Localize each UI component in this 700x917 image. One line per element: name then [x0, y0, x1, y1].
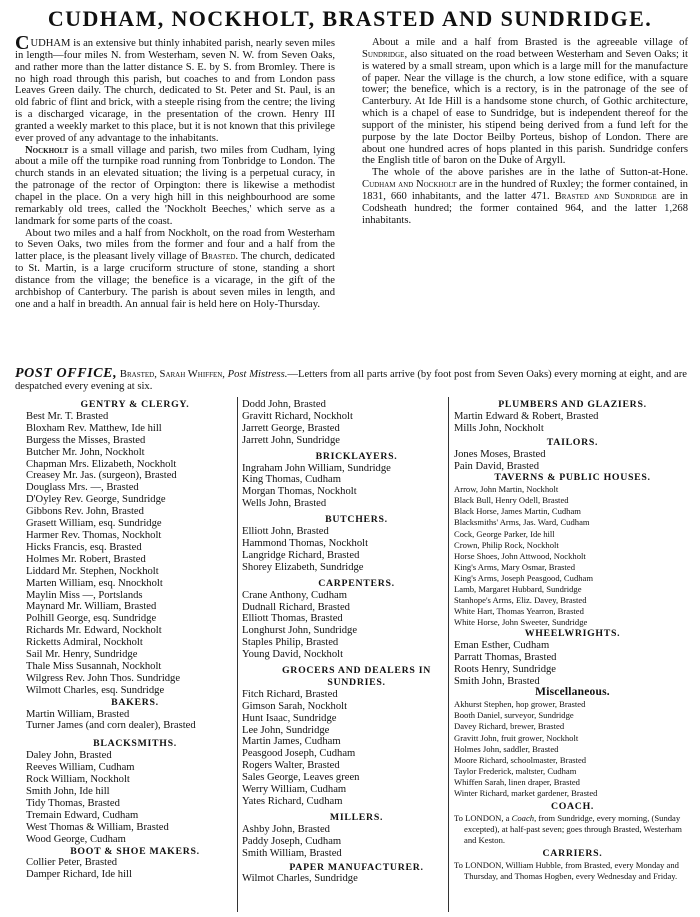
directory-entry: Holmes John, saddler, Brasted	[454, 743, 559, 754]
directory-entry: Tidy Thomas, Brasted	[26, 797, 120, 809]
directory-entry: Roots Henry, Sundridge	[454, 663, 557, 675]
directory-entry: Richards Mr. Edward, Nockholt	[26, 625, 162, 637]
section-heading: CARPENTERS.	[318, 577, 395, 589]
directory-entry: Whiffen Sarah, linen draper, Brasted	[454, 776, 580, 787]
section-heading: COACH.	[550, 800, 595, 812]
directory-entry: Reeves William, Cudham	[26, 762, 135, 774]
directory-list	[242, 689, 471, 808]
directory-list	[242, 590, 471, 661]
directory-entry: Maylin Miss —, Portslands	[26, 589, 143, 601]
directory-entry: Mills John, Nockholt	[454, 422, 544, 434]
directory-entry: King's Arms, Mary Osmar, Brasted	[454, 561, 576, 572]
directory-entry: Horse Shoes, John Attwood, Nockholt	[454, 550, 586, 561]
directory-entry: Damper Richard, Ide hill	[26, 869, 132, 881]
directory-list	[242, 399, 471, 447]
directory-entry: Lamb, Margaret Hubbard, Sundridge	[454, 583, 582, 594]
directory-entry: Maynard Mr. William, Brasted	[26, 601, 157, 613]
directory-entry: Gimson Sarah, Nockholt	[242, 700, 348, 712]
directory-entry: Thale Miss Susannah, Nockholt	[26, 660, 162, 672]
directory-entry: Blacksmiths' Arms, Jas. Ward, Cudham	[454, 517, 590, 528]
directory-entry: Martin James, Cudham	[242, 736, 341, 748]
directory-entry: Chapman Mrs. Elizabeth, Nockholt	[26, 458, 177, 470]
directory-entry: Rock William, Nockholt	[26, 774, 130, 786]
directory-list	[454, 411, 691, 435]
directory-entry: Hunt Isaac, Sundridge	[242, 712, 337, 724]
directory-list	[242, 526, 471, 574]
section-heading: CARRIERS.	[542, 847, 603, 859]
post-office-heading: POST OFFICE,	[15, 366, 118, 381]
directory-entry: Wilgress Rev. John Thos. Sundridge	[26, 672, 181, 684]
directory-entry: Wells John, Brasted	[242, 498, 327, 510]
directory-entry: Collier Peter, Brasted	[26, 857, 118, 869]
directory-list	[454, 484, 691, 628]
directory-entry: Smith John, Brasted	[454, 675, 540, 687]
directory-entry: Sail Mr. Henry, Sundridge	[26, 649, 138, 661]
brasted-paragraph: About two miles and a half from Nockholt, on the road from Westerham to Seven Oaks, two miles from the former and four and a half from the latter place, is the pleasant lively village of Brasted. The church, dedicated to St. Martin, is a large cruciform structure of stone, standing a short distance from the village; the benefice is a vicarage, in the gift of the archbishop of Canterbury. The parish is about seven miles in length, and one and a half in breadth. An annual fair is held here on Holy-Thursday.	[15, 227, 335, 310]
parishes-paragraph: The whole of the above parishes are in the lathe of Sutton-at-Hone. Cudham and Nockholt are in the hundred of Ruxley; the former contained, in 1831, 660 inhabitants, and the latter 471. Brasted and Sundridge are in Codsheath hundred; the former contained 964, and the latter 1,268 inhabitants.	[362, 167, 688, 226]
section-heading: WHEELWRIGHTS.	[524, 627, 621, 639]
directory-entry: King's Arms, Joseph Peasgood, Cudham	[454, 572, 594, 583]
directory-entry: Douglass Mrs. —, Brasted	[26, 482, 139, 494]
directory-entry: White Horse, John Sweeter, Sundridge	[454, 616, 588, 627]
section-heading: PAPER MANUFACTURER.	[289, 861, 424, 873]
intro-right-column	[362, 37, 688, 227]
directory-entry: Black Bull, Henry Odell, Brasted	[454, 495, 569, 506]
directory-entry: Winter Richard, market gardener, Brasted	[454, 787, 598, 798]
directory-entry: Wilmott Charles, esq. Sundridge	[26, 684, 165, 696]
directory-entry: Parratt Thomas, Brasted	[454, 651, 557, 663]
directory-entry: Ashby John, Brasted	[242, 823, 330, 835]
directory-entry: Hammond Thomas, Nockholt	[242, 537, 369, 549]
directory-entry: Gravitt Richard, Nockholt	[242, 410, 353, 422]
cudham-paragraph: CUDHAM is an extensive but thinly inhabited parish, nearly seven miles in length—four miles N. from Westerham, seven N. W. from Seven Oaks, and rather more than the latter distance S. E. by S. from Bromley. There is no high road through this parish, but coaches to and from London pass Leaves Green daily. The church, dedicated to St. Peter and St. Paul, is an old fabric of flint and brick, with a steeple rising from the centre; the living is a discharged vicarage, in the presentation of the crown. Henry III granted a weekly market to this place, but it is not known that this privilege ever proved of any advantage to the inhabitants.	[15, 32, 335, 144]
directory-entry: Lee John, Sundridge	[242, 724, 330, 736]
directory-entry: Wilmot Charles, Sundridge	[242, 873, 358, 885]
directory-entry: Wood George, Cudham	[26, 833, 126, 845]
section-heading: BOOT & SHOE MAKERS.	[70, 845, 200, 857]
directory-entry: Burgess the Misses, Brasted	[26, 434, 146, 446]
directory-entry: Smith John, Ide hill	[26, 786, 110, 797]
directory-list	[242, 463, 471, 511]
directory-entry: Dodd John, Brasted	[242, 399, 326, 410]
intro-left-column	[15, 32, 335, 310]
directory-entry: Stanhope's Arms, Eliz. Davey, Brasted	[454, 594, 587, 605]
directory-entry: Staples Philip, Brasted	[242, 637, 339, 649]
directory-entry: White Hart, Thomas Yearron, Brasted	[454, 605, 584, 616]
directory-entry: Morgan Thomas, Nockholt	[242, 486, 357, 498]
directory-entry: Langridge Richard, Brasted	[242, 549, 360, 561]
directory-entry: Tremain Edward, Cudham	[26, 809, 139, 821]
directory-entry: Best Mr. T. Brasted	[26, 410, 109, 422]
directory-entry: Werry William, Cudham	[242, 784, 347, 796]
section-heading: BUTCHERS.	[325, 514, 388, 526]
section-heading: GENTRY & CLERGY.	[80, 399, 190, 410]
directory-entry: Gibbons Rev. John, Brasted	[26, 506, 144, 518]
directory-entry: Arrow, John Martin, Nockholt	[454, 484, 559, 495]
directory-entry: Taylor Frederick, maltster, Cudham	[454, 765, 577, 776]
directory-list	[26, 709, 244, 733]
page-title: CUDHAM, NOCKHOLT, BRASTED AND SUNDRIDGE.	[47, 6, 653, 31]
section-heading: PLUMBERS AND GLAZIERS.	[498, 399, 647, 410]
directory-entry: Fitch Richard, Brasted	[242, 688, 338, 700]
directory-entry: Butcher Mr. John, Nockholt	[26, 446, 145, 458]
directory-entry: Marten William, esq. Nnockholt	[26, 577, 163, 589]
directory-entry: Smith William, Brasted	[242, 847, 342, 859]
directory-entry: Elliott John, Brasted	[242, 526, 329, 538]
directory-entry: Young David, Nockholt	[242, 649, 344, 661]
directory-entry: Davey Richard, brewer, Brasted	[454, 721, 565, 732]
directory-list	[26, 411, 244, 697]
directory-entry: Gravitt John, fruit grower, Nockholt	[454, 732, 579, 743]
directory-entry: Daley John, Brasted	[26, 750, 112, 762]
directory-list	[242, 824, 471, 860]
directory-list	[454, 699, 691, 798]
directory-entry: Ricketts Admiral, Nockholt	[26, 637, 143, 649]
directory-entry: Rogers Walter, Brasted	[242, 760, 340, 772]
directory-entry: D'Oyley Rev. George, Sundridge	[26, 494, 166, 506]
section-heading: TAVERNS & PUBLIC HOUSES.	[494, 472, 651, 484]
directory-entry: Jarrett John, Sundridge	[242, 434, 340, 446]
directory-entry: Longhurst John, Sundridge	[242, 625, 358, 637]
directory-entry: Martin William, Brasted	[26, 708, 130, 720]
directory-entry: Harmer Rev. Thomas, Nockholt	[26, 529, 162, 541]
directory-entry: Creasey Mr. Jas. (surgeon), Brasted	[26, 470, 177, 482]
section-heading: Miscellaneous.	[535, 686, 610, 699]
directory-entry: Yates Richard, Cudham	[242, 796, 343, 807]
directory-entry: Bloxham Rev. Matthew, Ide hill	[26, 422, 162, 434]
directory-entry: Peasgood Joseph, Cudham	[242, 748, 356, 760]
directory-entry: Grasett William, esq. Sundridge	[26, 518, 162, 530]
directory-entry: Cock, George Parker, Ide hill	[454, 528, 555, 539]
directory-list	[26, 750, 244, 845]
directory-entry: Shorey Elizabeth, Sundridge	[242, 561, 364, 573]
directory-entry: Ingraham John William, Sundridge	[242, 462, 391, 474]
coach-notice: To LONDON, a Coach, from Sundridge, every morning, (Sunday excepted), at half-past seven; goes through Brasted, Westerham and Keston.	[454, 812, 682, 845]
directory-entry: Crane Anthony, Cudham	[242, 589, 347, 601]
directory-column-2	[242, 399, 471, 885]
carriers-notice: To LONDON, William Hubble, from Brasted, every Monday and Thursday, and Thomas Hogben, every Wednesday and Friday.	[454, 859, 679, 881]
directory-entry: Sales George, Leaves green	[242, 772, 360, 784]
nockholt-paragraph: Nockholt is a small village and parish, two miles from Cudham, lying about a mile off the turnpike road running from Tonbridge to London. The church stands in an elevated situation; the living is a perpetual curacy, in the patronage of the rector of Orpington: there is likewise a methodist chapel in the place. On a very high hill in this neighbourhood are some remarkably old trees, called the 'Nockholt Beeches,' which serve as a landmark for some parts of the coast.	[15, 144, 335, 227]
drop-cap: C	[15, 32, 30, 54]
section-heading: TAILORS.	[546, 436, 599, 448]
section-heading: MILLERS.	[329, 811, 384, 823]
directory-entry: Hicks Francis, esq. Brasted	[26, 541, 142, 553]
section-heading: BAKERS.	[111, 696, 159, 708]
directory-entry: King Thomas, Cudham	[242, 474, 341, 486]
directory-entry: Pain David, Brasted	[454, 460, 540, 472]
directory-entry: Jarrett George, Brasted	[242, 422, 340, 434]
directory-list	[454, 449, 691, 473]
sundridge-paragraph: About a mile and a half from Brasted is the agreeable village of Sundridge, also situated on the road between Westerham and Seven Oaks; it is watered by a small stream, upon which is a large mill for the manufacture of paper. Near the village is the church, a low stone edifice, with a square tower; the benefice, which is a rectory, is in the patronage of the see of Canterbury. At Ide Hill is a handsome stone church, of Gothic architecture, which is a chapel of ease to Sundridge, but is independent thereof for the support of the minister, his stipend being derived from a fund left for the purpose by the late Doctor Beilby Porteus, bishop of London. There are about one hundred acres of hops planted in this parish. Sundridge confers the English title of baron on the Duke of Argyll.	[362, 37, 688, 167]
section-heading: SUNDRIES.	[327, 676, 386, 688]
directory-list	[242, 873, 471, 885]
directory-entry: Liddard Mr. Stephen, Nockholt	[26, 565, 159, 577]
section-heading: BLACKSMITHS.	[93, 738, 177, 750]
directory-entry: Polhill George, esq. Sundridge	[26, 613, 157, 625]
directory-entry: Dudnall Richard, Brasted	[242, 601, 350, 613]
directory-entry: Turner James (and corn dealer), Brasted	[26, 720, 196, 732]
directory-entry: Paddy Joseph, Cudham	[242, 835, 342, 847]
directory-list	[26, 857, 244, 881]
directory-entry: Holmes Mr. Robert, Brasted	[26, 553, 146, 565]
directory-entry: Elliott Thomas, Brasted	[242, 613, 343, 625]
directory-entry: Akhurst Stephen, hop grower, Brasted	[454, 699, 586, 710]
section-heading: BRICKLAYERS.	[315, 450, 398, 462]
section-heading: GROCERS AND DEALERS IN	[281, 665, 432, 677]
directory-column-3	[454, 399, 691, 882]
directory-entry: Jones Moses, Brasted	[454, 448, 546, 460]
directory-column-1	[26, 399, 244, 881]
post-office-notice: POST OFFICE, Brasted, Sarah Whiffen, Post Mistress.—Letters from all parts arrive (by foot post from Seven Oaks) every morning at eight, and are despatched every evening at six.	[15, 366, 687, 392]
directory-entry: West Thomas & William, Brasted	[26, 821, 169, 833]
directory-entry: Black Horse, James Martin, Cudham	[454, 506, 581, 517]
directory-entry: Eman Esther, Cudham	[454, 639, 550, 651]
directory-list	[454, 640, 691, 688]
directory-entry: Martin Edward & Robert, Brasted	[454, 410, 599, 422]
directory-entry: Booth Daniel, surveyor, Sundridge	[454, 710, 574, 721]
directory-entry: Crown, Philip Rock, Nockholt	[454, 539, 559, 550]
directory-entry: Moore Richard, schoolmaster, Brasted	[454, 754, 587, 765]
